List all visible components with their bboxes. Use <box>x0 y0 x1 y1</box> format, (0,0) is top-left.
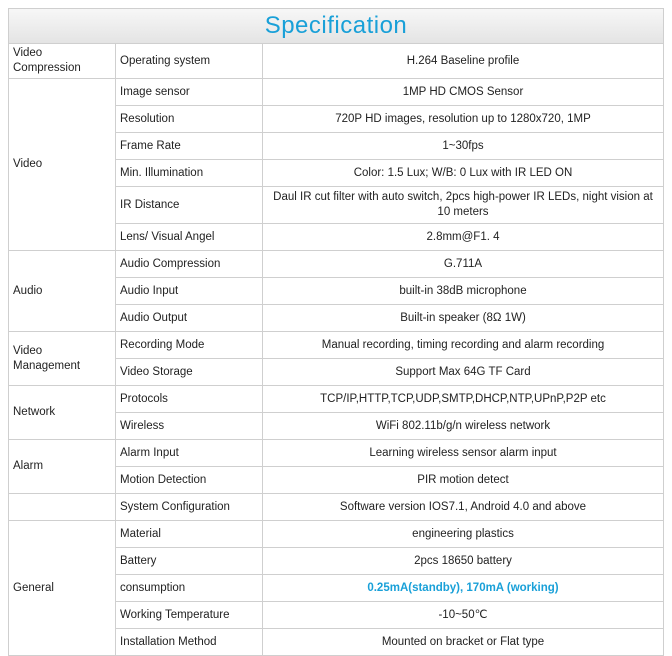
property-label: Motion Detection <box>116 467 263 494</box>
property-value: PIR motion detect <box>263 467 664 494</box>
spec-sheet <box>8 8 664 656</box>
property-value: 720P HD images, resolution up to 1280x720, 1MP <box>263 106 664 133</box>
category-alarm: Alarm <box>9 440 116 494</box>
table-row <box>9 332 664 359</box>
property-value: Manual recording, timing recording and alarm recording <box>263 332 664 359</box>
property-label: Frame Rate <box>116 133 263 160</box>
property-value: Learning wireless sensor alarm input <box>263 440 664 467</box>
property-label: Recording Mode <box>116 332 263 359</box>
category-video: Video <box>9 79 116 251</box>
property-label: Audio Output <box>116 305 263 332</box>
property-value: 2pcs 18650 battery <box>263 548 664 575</box>
property-value: -10~50℃ <box>263 602 664 629</box>
property-label: Min. Illumination <box>116 160 263 187</box>
property-label: System Configuration <box>116 494 263 521</box>
property-label: IR Distance <box>116 187 263 224</box>
property-value: 2.8mm@F1. 4 <box>263 224 664 251</box>
property-value: Mounted on bracket or Flat type <box>263 629 664 656</box>
property-value: G.711A <box>263 251 664 278</box>
table-row <box>9 79 664 106</box>
table-row <box>9 251 664 278</box>
property-value: Software version IOS7.1, Android 4.0 and above <box>263 494 664 521</box>
property-value: Built-in speaker (8Ω 1W) <box>263 305 664 332</box>
property-label: Audio Input <box>116 278 263 305</box>
property-value-highlighted: 0.25mA(standby), 170mA (working) <box>263 575 664 602</box>
table-row <box>9 494 664 521</box>
property-label: consumption <box>116 575 263 602</box>
spec-title: Specification <box>8 8 664 43</box>
category-video-compression: Video Compression <box>9 44 116 79</box>
category-blank <box>9 494 116 521</box>
property-label: Image sensor <box>116 79 263 106</box>
property-label: Protocols <box>116 386 263 413</box>
property-label: Battery <box>116 548 263 575</box>
property-label: Resolution <box>116 106 263 133</box>
property-value: Color: 1.5 Lux; W/B: 0 Lux with IR LED ON <box>263 160 664 187</box>
property-value: WiFi 802.11b/g/n wireless network <box>263 413 664 440</box>
category-audio: Audio <box>9 251 116 332</box>
category-general: General <box>9 521 116 656</box>
property-value: Support Max 64G TF Card <box>263 359 664 386</box>
spec-table <box>8 43 664 656</box>
category-video-management: Video Management <box>9 332 116 386</box>
property-label: Installation Method <box>116 629 263 656</box>
table-row <box>9 521 664 548</box>
property-label: Alarm Input <box>116 440 263 467</box>
property-label: Video Storage <box>116 359 263 386</box>
property-value: H.264 Baseline profile <box>263 44 664 79</box>
property-value: engineering plastics <box>263 521 664 548</box>
category-network: Network <box>9 386 116 440</box>
table-row <box>9 44 664 79</box>
table-row <box>9 440 664 467</box>
property-value: Daul IR cut filter with auto switch, 2pcs high-power IR LEDs, night vision at 10 meters <box>263 187 664 224</box>
property-value: 1~30fps <box>263 133 664 160</box>
property-label: Wireless <box>116 413 263 440</box>
table-row <box>9 386 664 413</box>
property-label: Working Temperature <box>116 602 263 629</box>
property-label: Operating system <box>116 44 263 79</box>
property-label: Material <box>116 521 263 548</box>
property-value: TCP/IP,HTTP,TCP,UDP,SMTP,DHCP,NTP,UPnP,P2P etc <box>263 386 664 413</box>
property-label: Lens/ Visual Angel <box>116 224 263 251</box>
property-value: 1MP HD CMOS Sensor <box>263 79 664 106</box>
property-label: Audio Compression <box>116 251 263 278</box>
property-value: built-in 38dB microphone <box>263 278 664 305</box>
